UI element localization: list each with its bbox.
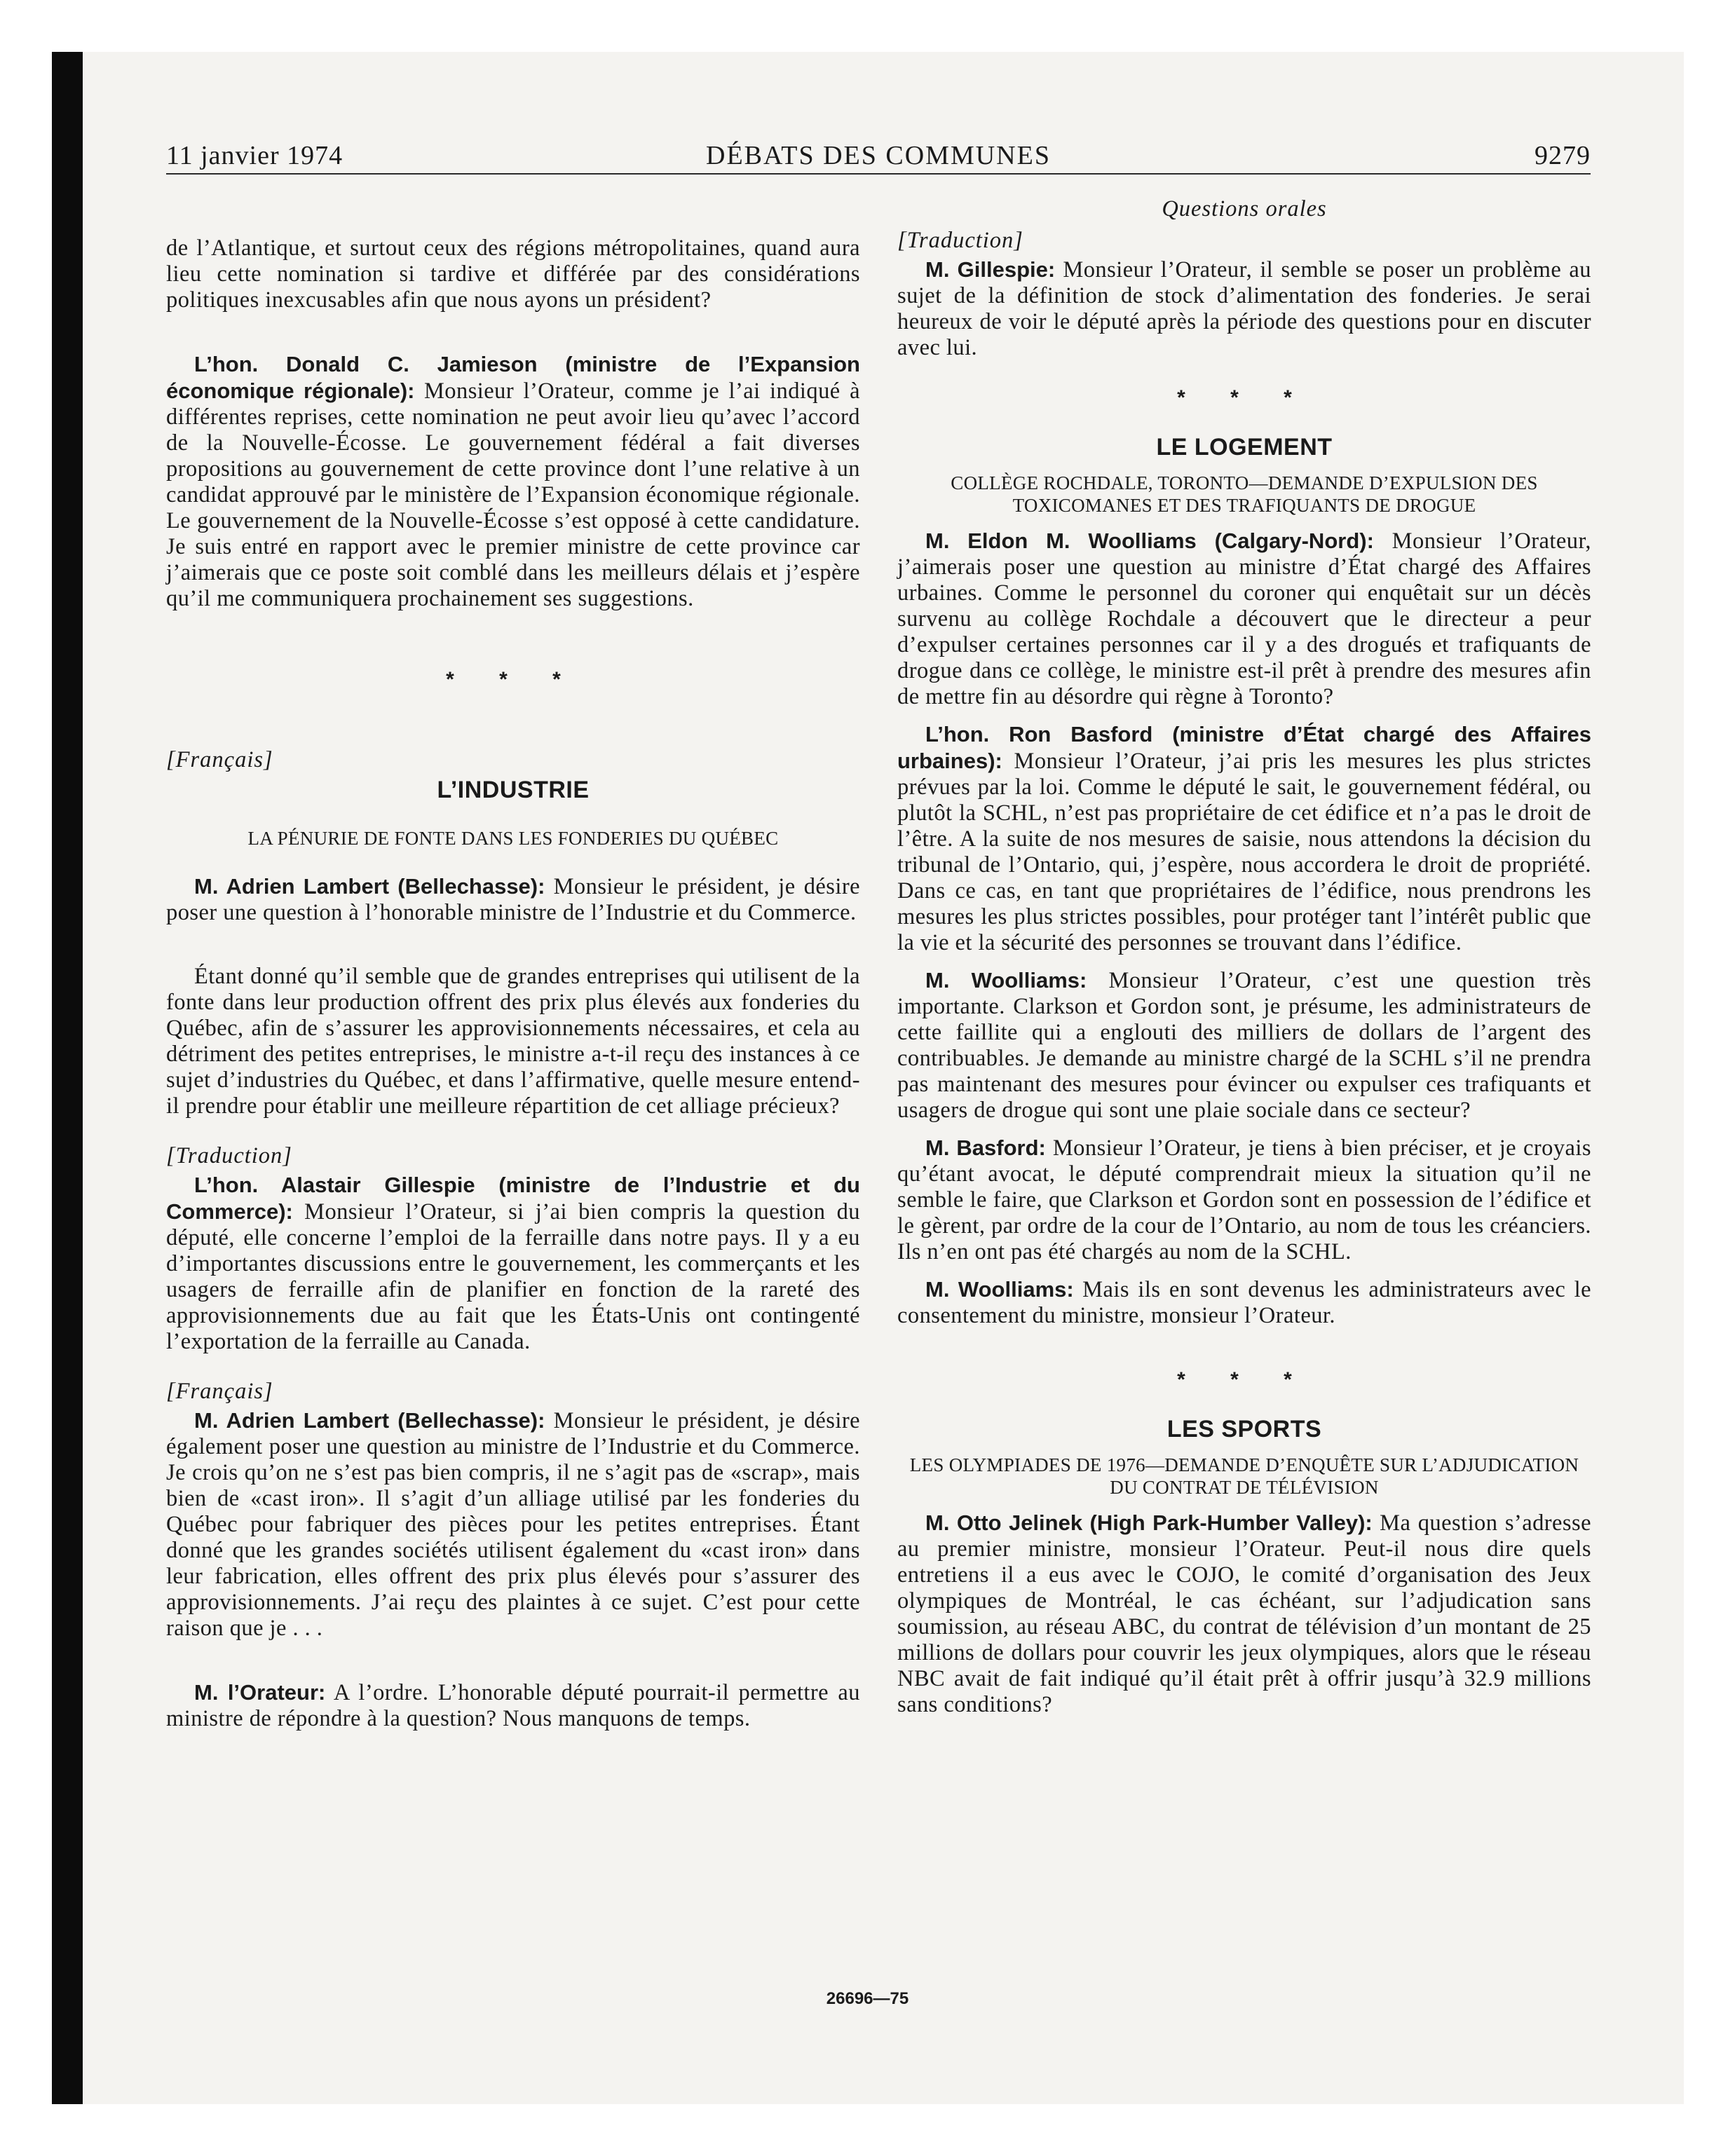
section-heading: L’INDUSTRIE — [437, 777, 590, 803]
speaker-name: M. Eldon M. Woolliams (Calgary-Nord): — [925, 528, 1374, 553]
section-subheading: LES OLYMPIADES DE 1976—DEMANDE D’ENQUÊTE SUR L’ADJUDICATION DU CONTRAT DE TÉLÉVISION — [909, 1454, 1579, 1498]
speech-jamieson — [166, 351, 860, 612]
running-head — [166, 140, 1591, 174]
speech-text: Mais ils en sont devenus les administrateurs avec le consentement du ministre, monsieur l’Orateur. — [897, 1277, 1592, 1328]
running-subtitle: Questions orales — [1162, 196, 1327, 221]
speech-text: Monsieur le président, je désire également poser une question au ministre de l’Industrie et du Commerce. Je crois qu’on ne s’est pas bien compris, il ne s’agit pas de «scrap», mais bien de «cast iron». Il s’agit d’un alliage utilisé par les fonderies du Québec pour fabriquer des pièces pour les petites entreprises. Étant donné que les grandes sociétés utilisent également du «cast iron» dans leur fabrication, elles offrent des prix plus élevés pour s’assurer des approvisionnements. J’ai reçu des plaintes à ce sujet. C’est pour cette raison que je . . . — [166, 1408, 860, 1641]
header-rule — [166, 173, 1591, 175]
speech-text: Monsieur l’Orateur, il semble se poser un problème au sujet de la définition de stock d’alimentation des fonderies. Je serai heureux de voir le député après la période des questions pour en discuter avec lui. — [897, 257, 1591, 360]
speaker-name: L’hon. Donald C. Jamieson (ministre de l’Expansion économique régionale): — [166, 352, 860, 403]
speaker-name: M. l’Orateur: — [194, 1680, 326, 1705]
right-column — [897, 196, 1591, 1718]
section-heading: LE LOGEMENT — [1156, 434, 1333, 460]
speech-text: Monsieur l’Orateur, c’est une question très importante. Clarkson et Gordon sont, je présume, les administrateurs de cette faillite qui a englouti des milliers de dollars de l’argent des contribuables. Je demande au ministre chargé de la SCHL s’il ne prendra pas maintenant des mesures pour évincer ou expulser ces trafiquants et usagers de drogue qui sont une plaie sociale dans ce secteur? — [897, 968, 1592, 1123]
speech-basford-2 — [897, 1135, 1591, 1265]
speech-woolliams-1 — [897, 528, 1591, 710]
speech-text: Monsieur l’Orateur, je tiens à bien préciser, et je croyais qu’étant avocat, le député comprendrait mieux la situation qu’il ne semble le faire, que Clarkson et Gordon sont en possession de l’édifice et le gèrent, par ordre de la cour de l’Ontario, au nom de tous les créanciers. Ils n’en ont pas été chargés au nom de la SCHL. — [897, 1135, 1591, 1264]
speaker-name: L’hon. Alastair Gillespie (ministre de l’Industrie et du Commerce): — [166, 1173, 860, 1224]
left-column — [166, 236, 860, 1732]
speaker-name: M. Adrien Lambert (Bellechasse): — [194, 1408, 545, 1433]
language-marker: [Traduction] — [897, 228, 1023, 253]
language-marker: [Traduction] — [166, 1143, 292, 1168]
section-heading: LES SPORTS — [1166, 1416, 1322, 1442]
speaker-name: L’hon. Ron Basford (ministre d’État chargé des Affaires urbaines): — [897, 722, 1591, 773]
section-subheading: COLLÈGE ROCHDALE, TORONTO—DEMANDE D’EXPULSION DES TOXICOMANES ET DES TRAFIQUANTS DE DROGUE — [951, 472, 1538, 516]
opening-paragraph: de l’Atlantique, et surtout ceux des régions métropolitaines, quand aura lieu cette nomination si tardive et différée par des considérations politiques inexcusables afin que nous ayons un président? — [166, 236, 860, 313]
speech-text: Ma question s’adresse au premier ministre, monsieur l’Orateur. Peut-il nous dire quels entretiens il a eus avec le COJO, le comité d’organisation des Jeux olympiques de Montréal, le cas échéant, sur l’adjudication sans soumission, au réseau ABC, du contrat de télévision d’un montant de 25 millions de dollars pour couvrir les jeux olympiques, alors que le réseau NBC avait de fait indiqué qu’il était prêt à offrir jusqu’à 32.9 millions sans conditions? — [897, 1510, 1591, 1717]
header-date: 11 janvier 1974 — [166, 141, 343, 170]
header-page-number: 9279 — [1535, 141, 1591, 170]
speaker-name: M. Basford: — [925, 1135, 1046, 1160]
speech-text: Monsieur l’Orateur, si j’ai bien compris la question du député, elle concerne l’emploi de la ferraille dans notre pays. Il y a eu d’importantes discussions entre le gouvernement, les commerçants et les usagers de ferraille afin de planifier en fonction de la rareté des approvisionnements due au fait que les États-Unis ont contingenté l’exportation de la ferraille au Canada. — [166, 1199, 860, 1354]
section-separator: * * * — [446, 668, 580, 691]
speech-gillespie-1 — [166, 1172, 860, 1355]
section-subheading: LA PÉNURIE DE FONTE DANS LES FONDERIES DU QUÉBEC — [247, 828, 779, 849]
section-separator: * * * — [1177, 386, 1312, 409]
speech-lambert-1 — [166, 873, 860, 926]
speaker-name: M. Gillespie: — [925, 257, 1056, 282]
speech-lambert-1-continued: Étant donné qu’il semble que de grandes entreprises qui utilisent de la fonte dans leur production offrent des prix plus élevés aux fonderies du Québec, afin de s’assurer les approvisionnements nécessaires, et cela au détriment des petites entreprises, le ministre a-t-il reçu des instances à ce sujet d’industries du Québec, et dans l’affirmative, quelle mesure entend-il prendre pour établir une meilleure répartition de cet alliage précieux? — [166, 964, 860, 1119]
speech-orateur — [166, 1679, 860, 1732]
speech-jelinek — [897, 1510, 1591, 1718]
printer-code: 26696—75 — [826, 1989, 909, 2008]
speech-text: Monsieur l’Orateur, j’ai pris les mesures les plus strictes prévues par la loi. Comme le député le sait, le gouvernement fédéral, ou plutôt la SCHL, n’est pas propriétaire de cet édifice et n’a pas le droit de l’être. A la suite de nos mesures de saisie, nous attendons la décision du tribunal de l’Ontario, qui, j’espère, nous accordera le droit de propriété. Dans ce cas, en tant que propriétaires de l’édifice, nous prendrons les mesures les plus strictes possibles, pour protéger tant l’intérêt public que la vie et la sécurité des personnes se trouvant dans l’édifice. — [897, 749, 1591, 955]
speaker-name: M. Adrien Lambert (Bellechasse): — [194, 874, 545, 899]
speech-lambert-2 — [166, 1407, 860, 1642]
speech-woolliams-2 — [897, 967, 1591, 1124]
speech-woolliams-3 — [897, 1276, 1591, 1329]
speaker-name: M. Otto Jelinek (High Park-Humber Valley): — [925, 1510, 1373, 1535]
speaker-name: M. Woolliams: — [925, 968, 1087, 992]
speech-gillespie-2 — [897, 257, 1591, 361]
speech-text: Monsieur le président, je désire poser une question à l’honorable ministre de l’Industrie et du Commerce. — [166, 874, 860, 925]
speech-text: Monsieur l’Orateur, comme je l’ai indiqué à différentes reprises, cette nomination ne peut avoir lieu qu’avec l’accord de la Nouvelle-Écosse. Le gouvernement fédéral a fait diverses propositions au gouvernement de cette province dont l’une relative à un candidat approuvé par le ministère de l’Expansion économique régionale. Le gouvernement de la Nouvelle-Écosse s’est opposé à cette candidature. Je suis entré en rapport avec le premier ministre de cette province car j’aimerais que ce poste soit comblé dans les meilleurs délais et j’espère qu’il me communiquera prochainement ses suggestions. — [166, 378, 860, 611]
speech-text: A l’ordre. L’honorable député pourrait-il permettre au ministre de répondre à la question? Nous manquons de temps. — [166, 1680, 860, 1731]
language-marker: [Français] — [166, 1379, 273, 1404]
language-marker: [Français] — [166, 747, 273, 772]
speaker-name: M. Woolliams: — [925, 1277, 1074, 1302]
scan-edge-shadow — [52, 52, 83, 2104]
header-title: DÉBATS DES COMMUNES — [706, 141, 1051, 170]
section-separator: * * * — [1177, 1368, 1312, 1391]
speech-basford-1 — [897, 721, 1591, 956]
speech-text: Monsieur l’Orateur, j’aimerais poser une question au ministre d’État chargé des Affaires urbaines. Comme le personnel du coroner qui enquêtait sur un décès survenu au collège Rochdale a découvert que le directeur a peur d’expulser certaines personnes car il y a des drogués et trafiquants de drogue dans ce collège, le ministre est-il prêt à prendre des mesures afin de mettre fin au désordre qui règne à Toronto? — [897, 528, 1591, 709]
